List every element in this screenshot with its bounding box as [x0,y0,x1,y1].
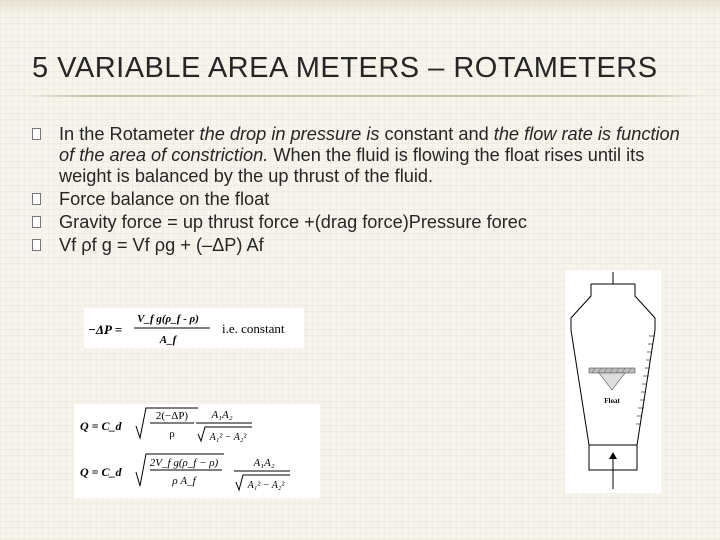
bullet-item [32,189,682,210]
slide-top-frame [0,0,720,14]
eq3-root-denominator: ρ A_f [172,475,196,487]
pressure-drop-equation [84,308,304,348]
eq3-root-numerator: 2V_f g(ρ_f − ρ) [149,457,219,469]
rotameter-diagram [565,270,661,493]
bullet-item [32,212,682,233]
bullet-text-segment: Force balance on the float [59,189,270,209]
slide-title: 5 VARIABLE AREA METERS – ROTAMETERS [32,52,658,84]
bullet-text-segment: Gravity force = up thrust force +(drag force)Pressure forec [59,212,528,232]
bullet-box-icon [32,193,41,205]
eq2-area-numerator: A₁A₂ [211,409,233,421]
eq3-area-denominator: A₁² − A₂² [247,480,285,491]
eq2-area-denominator: A₁² − A₂² [209,432,247,443]
bullet-box-icon [32,128,41,140]
eq2-root-numerator: 2(−ΔP) [155,410,189,422]
bullet-text-segment: the flow rate is function of the area of constriction. [59,124,680,165]
float-top [589,368,635,373]
float-cone [599,373,625,390]
bullet-item [32,235,682,256]
bullet-text-segment: When the fluid is flowing the float rises until its weight is balanced by the up thrust of the fluid. [59,145,645,186]
eq1-numerator: V_f g(ρ_f - ρ) [137,313,199,325]
bullet-box-icon [32,216,41,228]
bullet-list [32,124,682,258]
flow-rate-equations [74,404,320,498]
float-label: Float [604,397,620,405]
eq2-lhs: Q = C_d [80,419,122,433]
bullet-text-segment: constant [384,124,454,144]
eq1-denominator: A_f [159,334,177,346]
bullet-text-segment: the drop in pressure is [199,124,385,144]
eq2-root-denominator: ρ [169,428,175,440]
eq1-note: i.e. constant [222,321,285,336]
bullet-text-segment: Vf ρf g = Vf ρg + (–ΔP) Af [59,235,264,255]
eq1-lhs: −ΔP = [88,322,123,337]
bullet-item [32,124,682,187]
title-underline [20,95,710,97]
flow-arrow-icon [609,452,617,459]
eq3-area-numerator: A₁A₂ [253,457,275,469]
bullet-text-segment: and [453,124,494,144]
bullet-text-segment: In the Rotameter [59,124,200,144]
bullet-box-icon [32,239,41,251]
eq3-lhs: Q = C_d [80,465,122,479]
